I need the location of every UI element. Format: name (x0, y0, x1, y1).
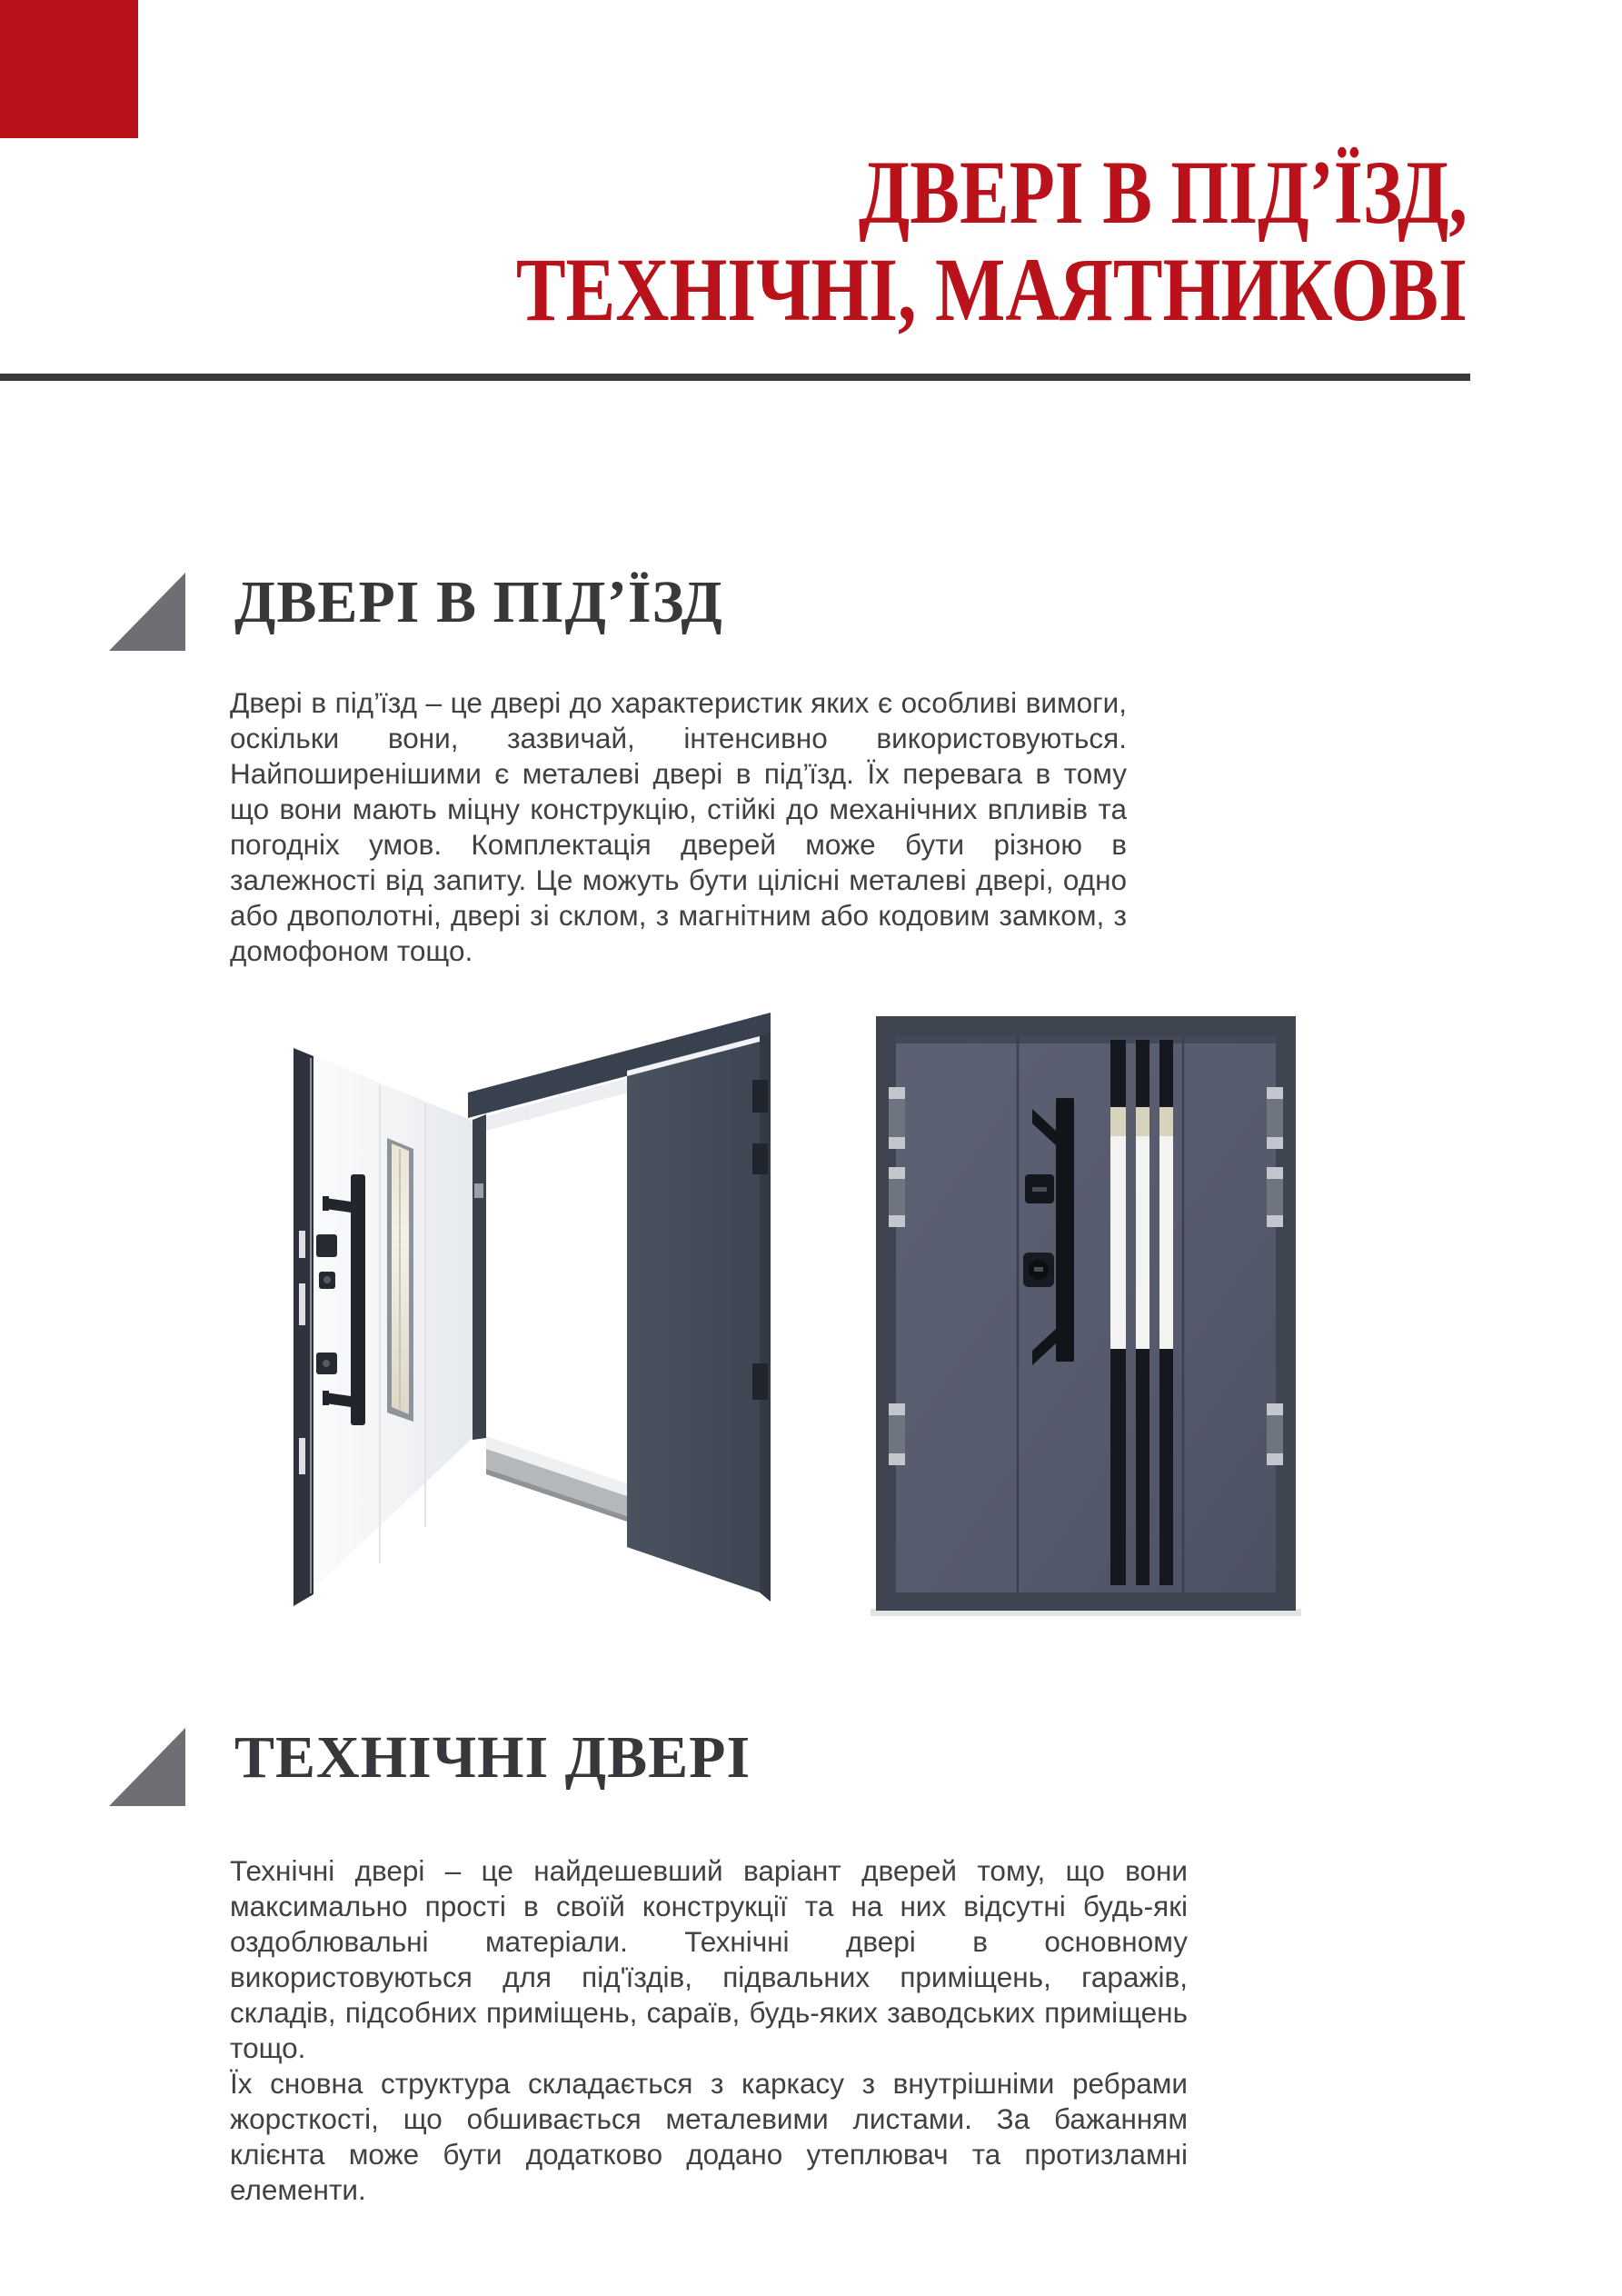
photo-double-door (871, 1016, 1301, 1620)
panel-hinge-middle (752, 1143, 768, 1174)
section-heading-technical-doors: ТЕХНІЧНІ ДВЕРІ (234, 1724, 751, 1791)
double-door-illustration (871, 1016, 1301, 1620)
section-triangle-icon (109, 573, 185, 651)
panel-hinge-bottom (752, 1363, 768, 1400)
white-door-leaf (295, 1048, 473, 1606)
hinge-jamb (473, 1114, 486, 1440)
double-door-pull-handle (1056, 1098, 1074, 1362)
edge-label-1 (299, 1231, 305, 1258)
fixed-dark-panel (627, 1042, 760, 1592)
page-title-line-2: ТЕХНІЧНІ, МАЯТНИКОВІ (515, 239, 1468, 340)
handle-mount-top (323, 1196, 329, 1211)
header-divider-rule (0, 374, 1470, 381)
glass-stripes (1110, 1040, 1173, 1585)
edge-label-3 (299, 1438, 305, 1474)
photo-entrance-door-open (273, 1011, 796, 1630)
lock-knob (323, 1276, 331, 1283)
jamb-hinge-detail (474, 1183, 483, 1198)
door-pull-handle (351, 1174, 365, 1425)
cylinder-keyway (1034, 1267, 1043, 1272)
corner-accent-square (0, 0, 138, 138)
edge-label-2 (299, 1283, 305, 1325)
lock-plate-slot (1032, 1187, 1047, 1192)
technical-doors-paragraph-1: Технічні двері – це найдешевший варіант дверей тому, що вони максимально прості в своїй конструкції та на них відсутні будь-які оздоблювальні матеріали. Технічні двері в основному використовуються для під'їздів, підвальних приміщень, гаражів, складів, підсобних приміщень, сараїв, будь-яких заводських приміщень тощо. (230, 1854, 1188, 2064)
leaf-top-shadow (896, 1036, 1276, 1043)
lock-lower-dot (323, 1360, 330, 1367)
page-title-line-1: ДВЕРІ В ПІД’ЇЗД, (858, 142, 1468, 243)
page-title (516, 144, 1468, 338)
panel-hinge-top (752, 1080, 768, 1113)
door-leaves (896, 1036, 1276, 1592)
handle-mount-bottom (323, 1391, 329, 1405)
frame-right-strip (760, 1033, 771, 1602)
section-triangle-icon (109, 1728, 185, 1806)
technical-doors-paragraph-2: Їх сновна структура складається з каркасу з внутрішніми ребрами жорсткості, що обшивається металевими листами. За бажанням клієнта може бути додатково додано утеплювач та протизламні елементи. (230, 2067, 1188, 2206)
entrance-doors-paragraph: Двері в під’їзд – це двері до характеристик яких є особливі вимоги, оскільки вони, зазвичай, інтенсивно використовуються. Найпоширенішими є металеві двері в під’їзд. Їх перевага в тому що вони мають міцну конструкцію, стійкі до механічних впливів та погодніх умов. Комплектація дверей може бути різною в залежності від запиту. Це можуть бути цілісні металеві двері, одно або двополотні, двері зі склом, з магнітним або кодовим замком, з домофоном тощо. (230, 686, 1127, 967)
section-heading-entrance-doors: ДВЕРІ В ПІД’ЇЗД (234, 569, 723, 635)
entrance-door-illustration (273, 1011, 796, 1630)
technical-doors-text (230, 1853, 1188, 2208)
lock-keypad (316, 1234, 337, 1257)
